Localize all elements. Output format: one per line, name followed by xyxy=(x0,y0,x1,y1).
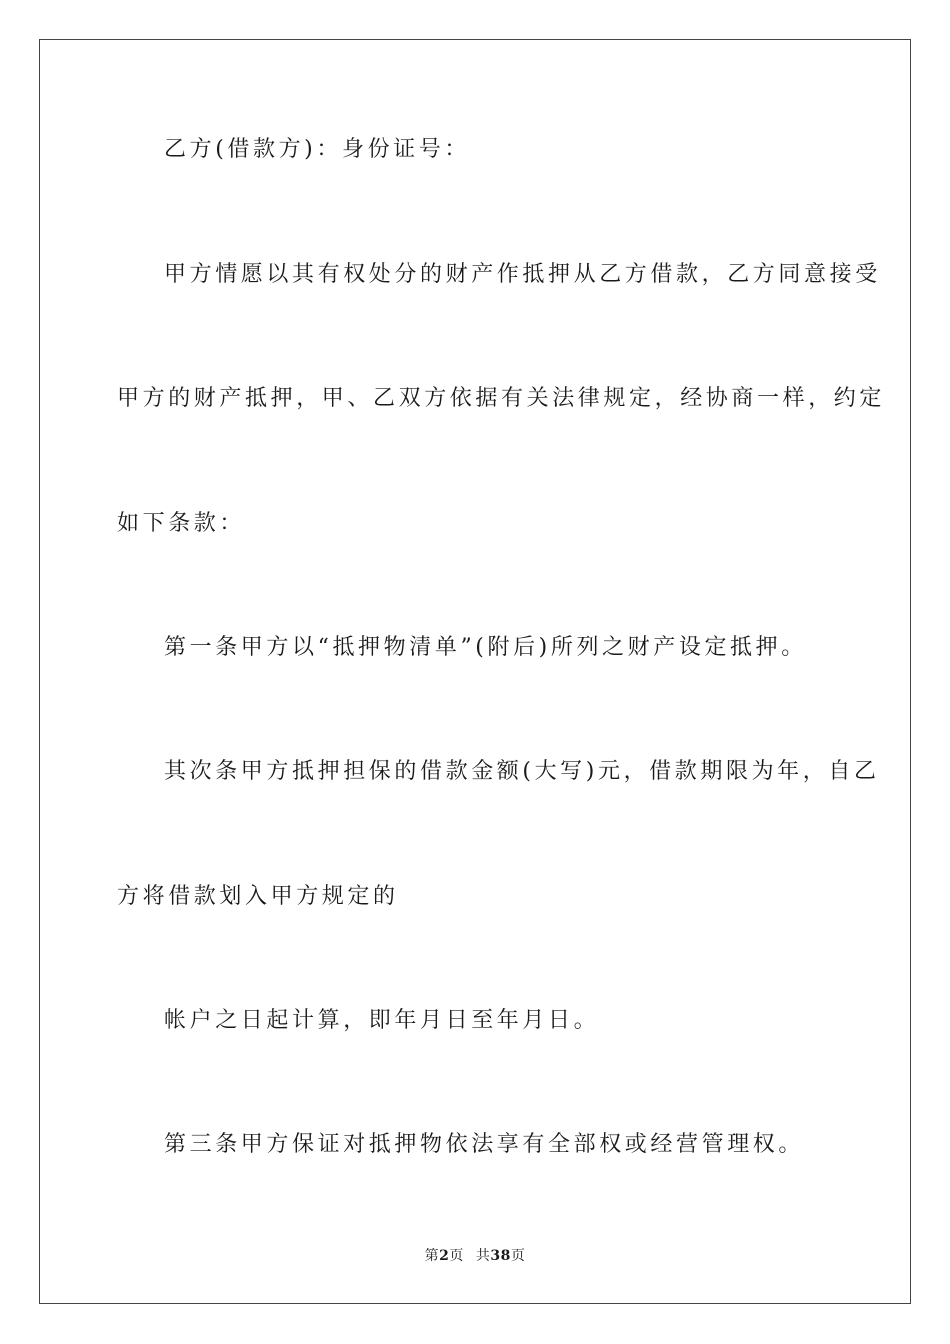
clause-2-line-1: 其次条甲方抵押担保的借款金额(大写)元，借款期限为年，自乙 xyxy=(164,759,880,784)
page-number: 2 xyxy=(439,1248,450,1264)
clause-2-line-3: 帐户之日起计算，即年月日至年月日。 xyxy=(164,1008,600,1033)
total-suffix: 页 xyxy=(510,1248,526,1264)
clause-2-line-2: 方将借款划入甲方规定的 xyxy=(117,884,399,909)
paragraph-intent-line-2: 甲方的财产抵押，甲、乙双方依据有关法律规定，经协商一样，约定 xyxy=(117,386,886,411)
paragraph-intent-line-1: 甲方情愿以其有权处分的财产作抵押从乙方借款，乙方同意接受 xyxy=(164,262,881,287)
total-prefix: 共 xyxy=(475,1248,491,1264)
clause-1: 第一条甲方以“抵押物清单”(附后)所列之财产设定抵押。 xyxy=(164,635,807,660)
paragraph-intent-line-3: 如下条款： xyxy=(117,511,246,536)
clause-3: 第三条甲方保证对抵押物依法享有全部权或经营管理权。 xyxy=(164,1132,805,1157)
page-suffix: 页 xyxy=(449,1248,464,1264)
page-border xyxy=(39,39,911,1304)
page-footer xyxy=(0,1246,950,1266)
page-prefix: 第 xyxy=(424,1248,440,1264)
paragraph-party-b-id: 乙方(借款方)：身份证号： xyxy=(164,137,470,162)
total-pages: 38 xyxy=(490,1248,511,1264)
